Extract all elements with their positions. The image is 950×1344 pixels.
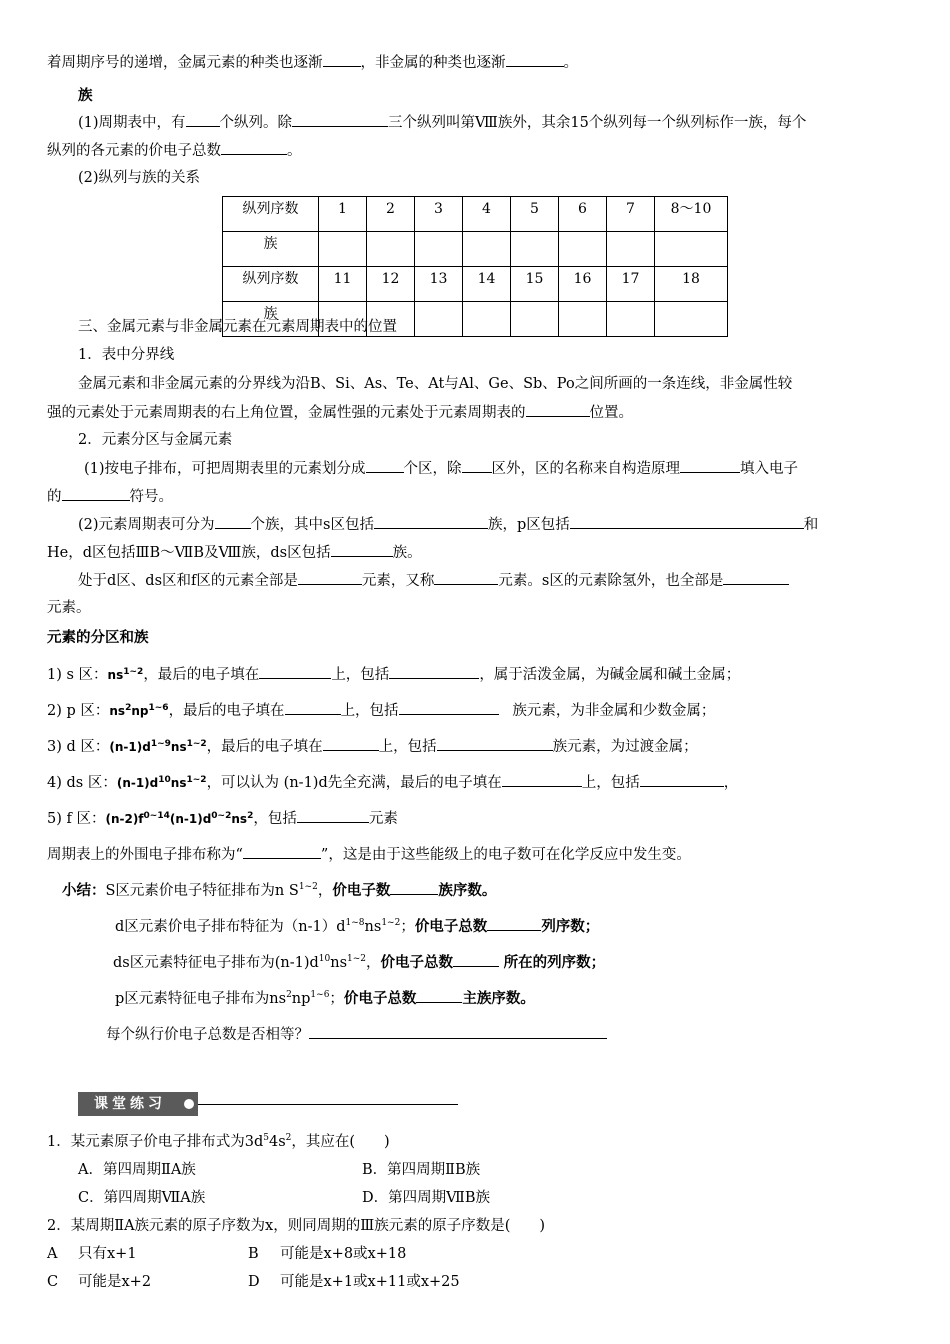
blocks-paragraph-1b: 的 符号。 — [47, 486, 173, 507]
option-2c[interactable]: 可能是x+2 — [78, 1274, 152, 1290]
table-cell[interactable] — [607, 302, 655, 337]
option-2a-key: A — [47, 1246, 58, 1262]
blank[interactable] — [640, 772, 724, 787]
blank[interactable] — [285, 700, 341, 715]
section-heading-3: 三、金属元素与非金属元素在元素周期表中的位置 — [78, 319, 397, 335]
intro-line: 着周期序号的递增，金属元素的种类也逐渐 ，非金属的种类也逐渐 。 — [47, 52, 578, 73]
blank[interactable] — [297, 808, 369, 823]
table-cell[interactable] — [655, 232, 728, 267]
blank[interactable] — [366, 458, 404, 473]
section-banner — [78, 1092, 198, 1116]
blank[interactable] — [399, 700, 499, 715]
blank[interactable] — [62, 486, 130, 501]
summary-s-line: 小结：S区元素价电子特征排布为n $S^{1\sim 2}$，价电子数 族序数。 — [62, 880, 496, 901]
blank[interactable] — [292, 112, 388, 127]
table-cell[interactable] — [463, 232, 511, 267]
blank[interactable] — [221, 140, 287, 155]
table-row: 族 — [223, 302, 728, 337]
table-cell[interactable] — [367, 232, 415, 267]
table-cell[interactable] — [463, 302, 511, 337]
blank[interactable] — [462, 458, 492, 473]
boundary-paragraph-b: 强的元素处于元素周期表的右上角位置，金属性强的元素处于元素周期表的 位置。 — [47, 402, 633, 423]
option-2d-key: D — [248, 1274, 260, 1290]
table-cell[interactable] — [559, 232, 607, 267]
section-heading-blocks-groups: 元素的分区和族 — [47, 630, 149, 646]
blocks-paragraph-3: 处于d区、ds区和f区的元素全部是 元素，又称 元素。s区的元素除氢外，也全部是 — [78, 570, 789, 591]
option-2c-key: C — [47, 1274, 59, 1290]
option-2b[interactable]: 可能是x+8或x+18 — [280, 1246, 407, 1262]
blank[interactable] — [323, 736, 379, 751]
option-1b[interactable]: B．第四周期ⅡB族 — [362, 1162, 481, 1178]
blank[interactable] — [323, 52, 361, 67]
blank[interactable] — [487, 916, 541, 931]
blank[interactable] — [453, 952, 499, 967]
blank[interactable] — [506, 52, 564, 67]
zu-paragraph-1: (1)周期表中，有 个纵列。除 三个纵列叫第Ⅷ族外，其余15个纵列每一个纵列标作一族，每个 — [78, 112, 806, 133]
blank[interactable] — [243, 844, 321, 859]
divider — [198, 1104, 458, 1105]
table-cell[interactable] — [511, 302, 559, 337]
table-cell[interactable] — [559, 302, 607, 337]
table-row: 纵列序数 11 12 13 14 15 16 17 18 — [223, 267, 728, 302]
summary-question: 每个纵行价电子总数是否相等？ — [106, 1024, 607, 1045]
table-cell[interactable] — [511, 232, 559, 267]
table-cell[interactable] — [319, 232, 367, 267]
table-row: 纵列序数 1 2 3 4 5 6 7 8～10 — [223, 197, 728, 232]
question-2: 2．某周期ⅡA族元素的原子序数为x，则同周期的Ⅲ族元素的原子序数是( ) — [47, 1218, 546, 1234]
question-1: 1．某元素原子价电子排布式为$3d^54s^2$，其应在( ) — [47, 1133, 390, 1150]
blank[interactable] — [526, 402, 590, 417]
option-2a[interactable]: 只有x+1 — [78, 1246, 137, 1262]
blank[interactable] — [374, 514, 488, 529]
summary-p-line: p区元素特征电子排布为$ns^2np^{1\sim 6}$；价电子总数 主族序数。 — [115, 988, 535, 1009]
blank[interactable] — [390, 880, 438, 895]
zu-paragraph-2: (2)纵列与族的关系 — [78, 170, 201, 186]
blank[interactable] — [680, 458, 740, 473]
option-1d[interactable]: D．第四周期ⅦB族 — [362, 1190, 490, 1206]
block-s-line: 1) s 区：$ns^{1\sim 2}$，最后的电子填在 上，包括 ，属于活泼金属，为碱金属和碱土金属； — [47, 664, 740, 685]
zu-paragraph-1b: 纵列的各元素的价电子总数 。 — [47, 140, 302, 161]
blank[interactable] — [309, 1024, 607, 1039]
block-p-line: 2) p 区：$ns^2np^{1\sim 6}$，最后的电子填在 上，包括 族元素，为非金属和少数金属； — [47, 700, 715, 721]
blank[interactable] — [298, 570, 362, 585]
column-group-table — [222, 196, 728, 337]
option-1a[interactable]: A．第四周期ⅡA族 — [78, 1162, 196, 1178]
blank[interactable] — [723, 570, 789, 585]
table-cell[interactable] — [415, 302, 463, 337]
option-1c[interactable]: C．第四周期ⅦA族 — [78, 1190, 206, 1206]
subheading-blocks: 2．元素分区与金属元素 — [78, 432, 233, 448]
blank[interactable] — [186, 112, 220, 127]
subheading-boundary: 1．表中分界线 — [78, 347, 175, 363]
blank[interactable] — [434, 570, 498, 585]
bullet-icon — [184, 1099, 194, 1109]
blank[interactable] — [215, 514, 251, 529]
table-cell[interactable] — [415, 232, 463, 267]
summary-ds-line: ds区元素特征电子排布为$(n-1)d^{10}ns^{1\sim 2}$，价电子总数 所在的列序数； — [113, 952, 605, 973]
blank[interactable] — [331, 542, 393, 557]
option-2d[interactable]: 可能是x+1或x+11或x+25 — [280, 1274, 460, 1290]
summary-d-line: d区元素价电子排布特征为$(n-1)d^{1\sim 8}ns^{1\sim 2}$；价电子总数 列序数； — [115, 916, 599, 937]
table-cell[interactable] — [655, 302, 728, 337]
outer-electron-line: 周期表上的外围电子排布称为“ ”，这是由于这些能级上的电子数可在化学反应中发生变。 — [47, 844, 691, 865]
blank[interactable] — [259, 664, 331, 679]
blank[interactable] — [416, 988, 462, 1003]
blank[interactable] — [437, 736, 553, 751]
blank[interactable] — [570, 514, 804, 529]
block-d-line: 3) d 区：$(n-1)d^{1\sim 9}ns^{1\sim 2}$，最后的电子填在 上，包括 族元素，为过渡金属； — [47, 736, 698, 757]
blocks-paragraph-1: (1)按电子排布，可把周期表里的元素划分成 个区，除 区外，区的名称来自构造原理 填入电子 — [84, 458, 798, 479]
block-f-line: 5) f 区：$(n-2)f^{0\sim 14}(n-1)d^{0\sim 2}ns^2$，包括 元素 — [47, 808, 398, 829]
blocks-paragraph-3b: 元素。 — [47, 600, 91, 616]
table-cell[interactable] — [607, 232, 655, 267]
blocks-paragraph-2: (2)元素周期表可分为 个族，其中s区包括 族，p区包括 和 — [78, 514, 818, 535]
table-row: 族 — [223, 232, 728, 267]
blocks-paragraph-2b: He，d区包括ⅢB～ⅦB及Ⅷ族，ds区包括 族。 — [47, 542, 422, 563]
banner-label: 课堂练习 — [94, 1096, 166, 1112]
block-ds-line: 4) ds 区：$(n-1)d^{10}ns^{1\sim 2}$，可以认为 (n-1)d先全充满，最后的电子填在 上，包括 ， — [47, 772, 738, 793]
boundary-paragraph: 金属元素和非金属元素的分界线为沿B、Si、As、Te、At与Al、Ge、Sb、Po之间所画的一条连线，非金属性较 — [78, 376, 793, 392]
option-2b-key: B — [248, 1246, 259, 1262]
section-heading-zu: 族 — [78, 88, 93, 104]
blank[interactable] — [502, 772, 582, 787]
blank[interactable] — [389, 664, 479, 679]
